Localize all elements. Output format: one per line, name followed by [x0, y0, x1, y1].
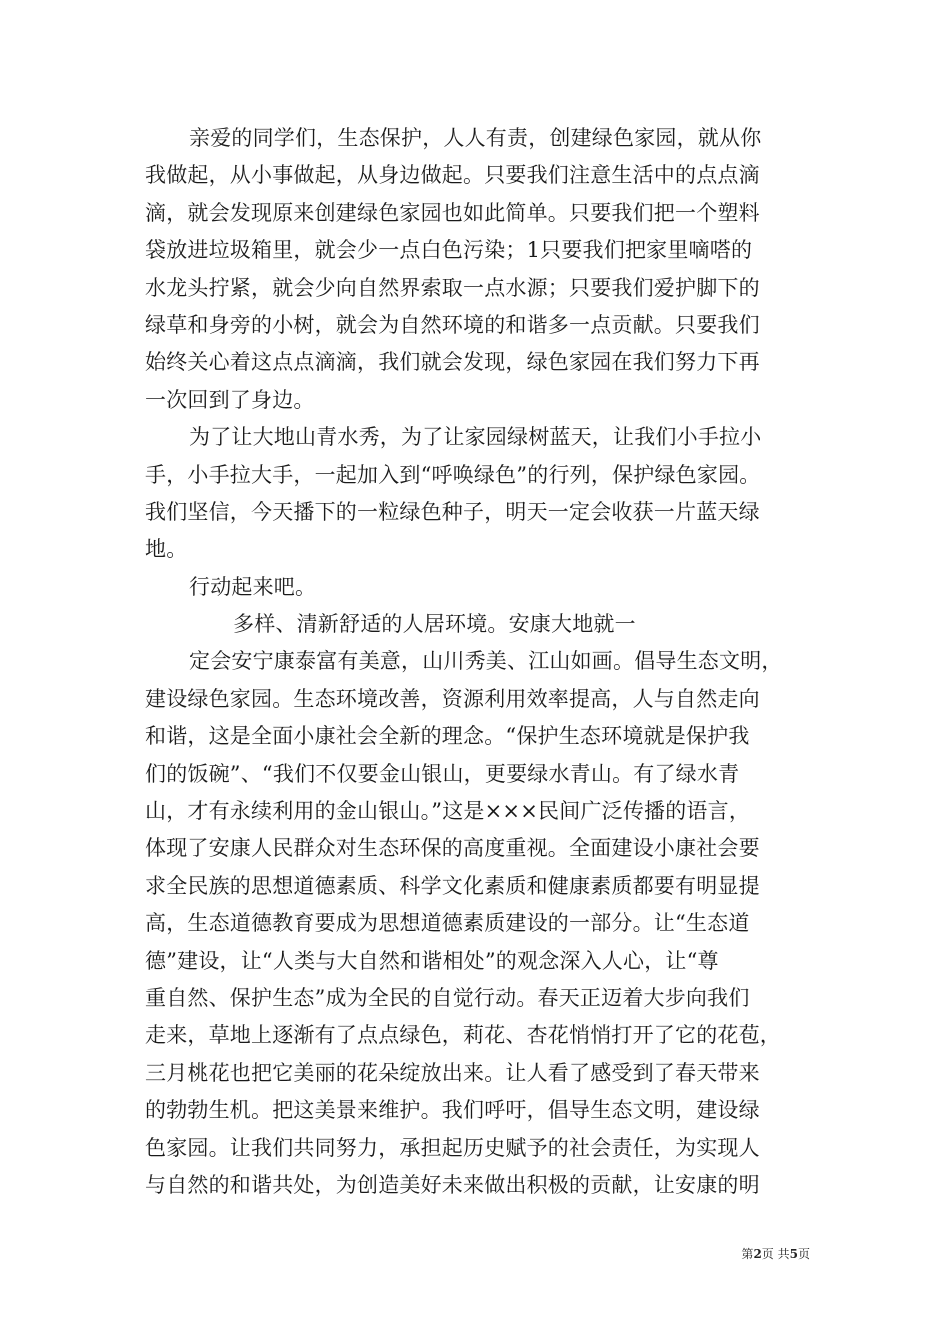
- text-line: 三月桃花也把它美丽的花朵绽放出来。让人看了感受到了春天带来: [145, 1060, 760, 1085]
- text-line: 山，才有永续利用的金山银山。”这是×××民间广泛传播的语言，: [145, 799, 751, 824]
- text-line: 滴，就会发现原来创建绿色家园也如此简单。只要我们把一个塑料: [145, 200, 760, 225]
- text-line: 和谐，这是全面小康社会全新的理念。“保护生态环境就是保护我: [145, 724, 750, 749]
- text-line: 袋放进垃圾箱里，就会少一点白色污染；1只要我们把家里嘀嗒的: [145, 238, 753, 263]
- footer-middle: 页 共: [761, 1247, 790, 1261]
- text-line: 高，生态道德教育要成为思想道德素质建设的一部分。让“生态道: [145, 911, 750, 936]
- text-line: 地。: [145, 537, 188, 562]
- text-line: 亲爱的同学们，生态保护，人人有责，创建绿色家园，就从你: [189, 126, 762, 150]
- total-pages-number: 5: [789, 1247, 798, 1261]
- text-line: 行动起来吧。: [189, 574, 317, 599]
- text-line: 手，小手拉大手，一起加入到“呼唤绿色”的行列，保护绿色家园。: [145, 462, 761, 487]
- current-page-number: 2: [753, 1247, 762, 1261]
- text-line: 求全民族的思想道德素质、科学文化素质和健康素质都要有明显提: [145, 873, 760, 898]
- text-line: 色家园。让我们共同努力，承担起历史赋予的社会责任，为实现人: [145, 1135, 760, 1160]
- text-line: 绿草和身旁的小树，就会为自然环境的和谐多一点贡献。只要我们: [145, 312, 760, 337]
- document-body: [145, 120, 810, 1204]
- text-line: 重自然、保护生态”成为全民的自觉行动。春天正迈着大步向我们: [145, 985, 750, 1010]
- text-line: 建设绿色家园。生态环境改善，资源利用效率提高，人与自然走向: [145, 686, 760, 711]
- text-line: 们的饭碗”、“我们不仅要金山银山，更要绿水青山。有了绿水青: [145, 761, 740, 786]
- footer-prefix: 第: [741, 1247, 754, 1261]
- text-line: 德”建设，让“人类与大自然和谐相处”的观念深入人心，让“尊: [145, 948, 719, 973]
- text-line: 体现了安康人民群众对生态环保的高度重视。全面建设小康社会要: [145, 836, 760, 861]
- text-line: 始终关心着这点点滴滴，我们就会发现，绿色家园在我们努力下再: [145, 350, 760, 375]
- text-line: 走来，草地上逐渐有了点点绿色，莉花、杏花悄悄打开了它的花苞，: [145, 1023, 781, 1048]
- text-line: 定会安宁康泰富有美意，山川秀美、江山如画。倡导生态文明，: [189, 649, 783, 674]
- text-line: 多样、清新舒适的人居环境。安康大地就一: [233, 612, 636, 637]
- footer-suffix: 页: [797, 1247, 810, 1261]
- text-line: 水龙头拧紧，就会少向自然界索取一点水源；只要我们爱护脚下的: [145, 275, 760, 300]
- text-line: 为了让大地山青水秀，为了让家园绿树蓝天，让我们小手拉小: [189, 425, 762, 450]
- text-line: 我做起，从小事做起，从身边做起。只要我们注意生活中的点点滴: [145, 163, 760, 188]
- page-number-footer: [700, 1245, 810, 1262]
- text-line: 一次回到了身边。: [145, 387, 315, 412]
- text-line: 与自然的和谐共处，为创造美好未来做出积极的贡献，让安康的明: [145, 1172, 760, 1197]
- text-line: 我们坚信，今天播下的一粒绿色种子，明天一定会收获一片蓝天绿: [145, 499, 760, 524]
- text-line: 的勃勃生机。把这美景来维护。我们呼吁，倡导生态文明，建设绿: [145, 1098, 760, 1123]
